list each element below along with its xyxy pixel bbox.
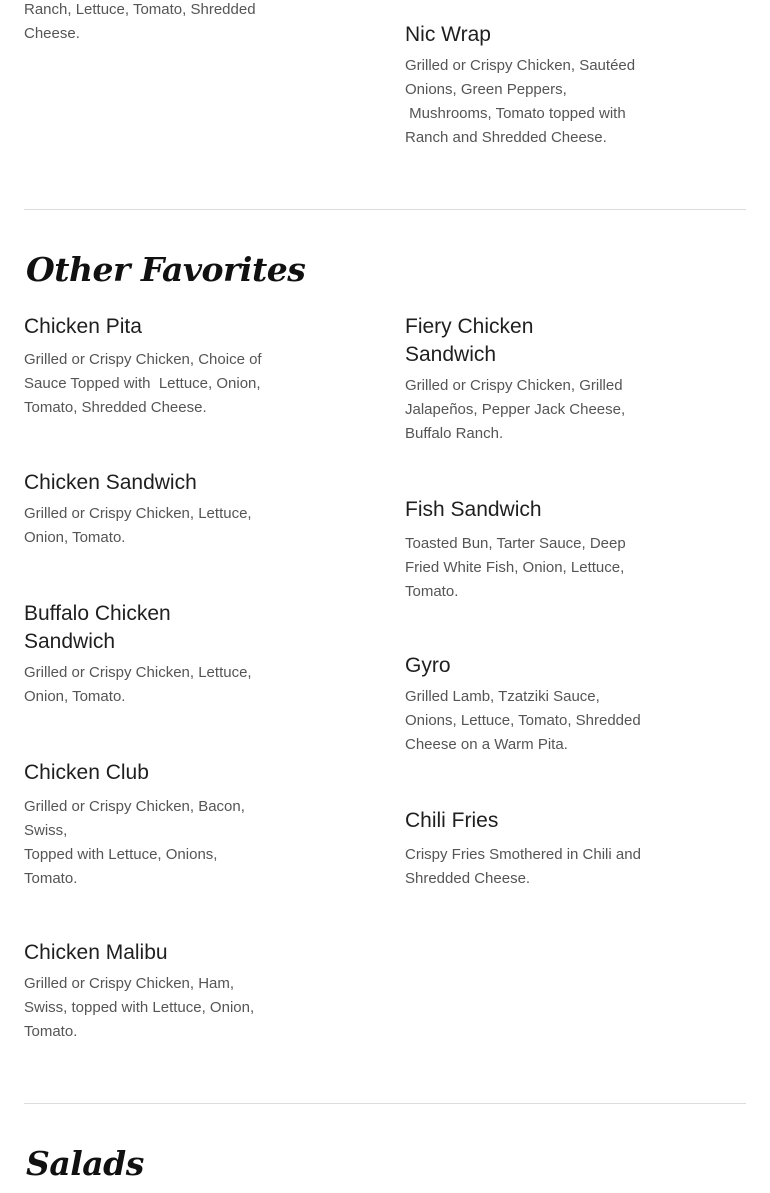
menu-item-chicken-sandwich xyxy=(24,469,324,550)
section-divider xyxy=(24,1103,746,1104)
item-name: Chicken Sandwich xyxy=(24,471,197,494)
item-name: Chicken Pita xyxy=(24,315,142,338)
item-name: Chicken Club xyxy=(24,761,149,784)
item-description: Crispy Fries Smothered in Chili and Shredded Cheese. xyxy=(405,846,641,887)
menu-item-chicken-malibu xyxy=(24,939,324,1044)
menu-item-buffalo-chicken-sandwich xyxy=(24,600,324,709)
item-name: Gyro xyxy=(405,654,451,677)
item-description: Grilled or Crispy Chicken, Bacon, Swiss, Topped with Lettuce, Onions, Tomato. xyxy=(24,798,245,887)
item-name: Nic Wrap xyxy=(405,23,491,46)
item-description: Toasted Bun, Tarter Sauce, Deep Fried White Fish, Onion, Lettuce, Tomato. xyxy=(405,535,626,600)
section-title: Other Favorites xyxy=(26,250,306,289)
item-description: Grilled or Crispy Chicken, Ham, Swiss, topped with Lettuce, Onion, Tomato. xyxy=(24,975,255,1040)
item-description: Grilled or Crispy Chicken, Sautéed Onions, Green Peppers, Mushrooms, Tomato topped with Ranch and Shredded Cheese. xyxy=(405,57,636,146)
menu-item-gyro xyxy=(405,652,705,757)
description-line: Ranch, Lettuce, Tomato, Shredded xyxy=(24,1,256,18)
item-description: Grilled or Crispy Chicken, Choice of Sauce Topped with Lettuce, Onion, Tomato, Shredded Cheese. xyxy=(24,351,262,416)
menu-item-nic-wrap xyxy=(405,21,705,150)
description-line: Cheese. xyxy=(24,25,80,42)
item-name: Buffalo Chicken Sandwich xyxy=(24,602,171,653)
menu-item-fish-sandwich xyxy=(405,496,705,604)
previous-item-description xyxy=(24,0,256,46)
menu-item-chicken-club xyxy=(24,759,324,891)
item-description: Grilled or Crispy Chicken, Grilled Jalapeños, Pepper Jack Cheese, Buffalo Ranch. xyxy=(405,377,626,442)
item-name: Chili Fries xyxy=(405,809,499,832)
section-divider xyxy=(24,209,746,210)
section-title: Salads xyxy=(26,1144,144,1183)
item-name: Fiery Chicken Sandwich xyxy=(405,315,534,366)
item-name: Fish Sandwich xyxy=(405,498,542,521)
menu-item-chicken-pita xyxy=(24,313,324,420)
item-description: Grilled Lamb, Tzatziki Sauce, Onions, Lettuce, Tomato, Shredded Cheese on a Warm Pita. xyxy=(405,688,641,753)
item-name: Chicken Malibu xyxy=(24,941,168,964)
menu-item-chili-fries xyxy=(405,807,705,891)
item-description: Grilled or Crispy Chicken, Lettuce, Onion, Tomato. xyxy=(24,505,252,546)
item-description: Grilled or Crispy Chicken, Lettuce, Onion, Tomato. xyxy=(24,664,252,705)
menu-item-fiery-chicken-sandwich xyxy=(405,313,705,446)
